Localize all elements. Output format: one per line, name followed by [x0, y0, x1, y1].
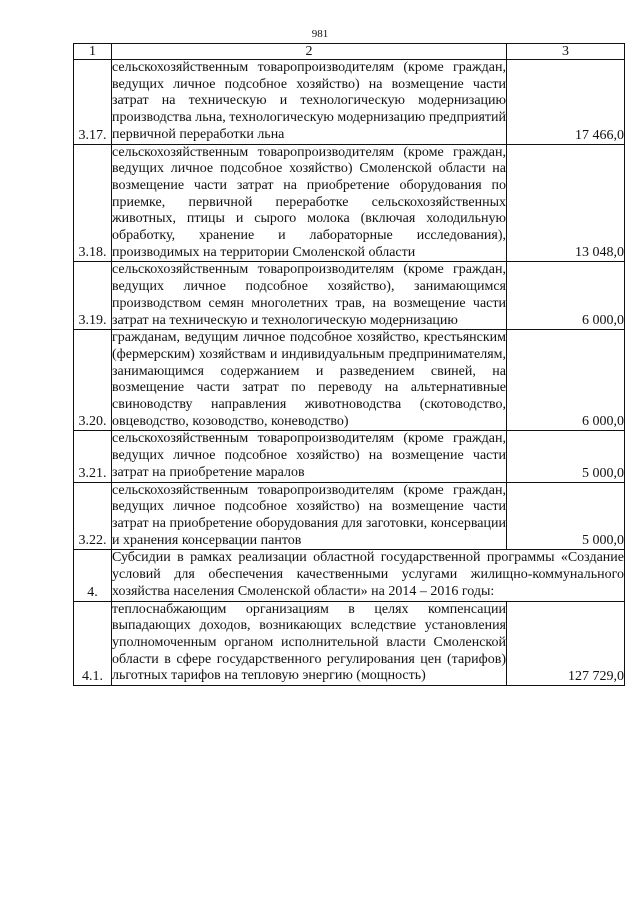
- row-description: сельскохозяйственным товаропроизводителям (кроме граждан, ведущих личное подсобное хозяйство) на возмещение части затрат на приобретение оборудования для заготовки, консервации и хранения консервации пантов: [112, 482, 507, 550]
- row-number: 3.18.: [74, 144, 112, 262]
- row-amount: 5 000,0: [507, 431, 625, 482]
- row-amount: 127 729,0: [507, 601, 625, 686]
- row-number: 4.1.: [74, 601, 112, 686]
- row-amount: 5 000,0: [507, 482, 625, 550]
- row-number: 3.19.: [74, 262, 112, 330]
- table-row: [74, 330, 625, 431]
- row-amount: 17 466,0: [507, 60, 625, 145]
- table-row: [74, 601, 625, 686]
- table-row: [74, 482, 625, 550]
- budget-table: [73, 43, 625, 686]
- row-description: гражданам, ведущим личное подсобное хозяйство, крестьянским (фермерским) хозяйствам и индивидуальным предпринимателям, занимающимся содержанием и разведением свиней, на возмещение части затрат по переводу на альтернативные свиноводству направления животноводства (скотоводство, овцеводство, козоводство, коневодство): [112, 330, 507, 431]
- row-number: 3.22.: [74, 482, 112, 550]
- row-number: 3.20.: [74, 330, 112, 431]
- row-number: 3.21.: [74, 431, 112, 482]
- section-row: [74, 550, 625, 601]
- column-header-2: 2: [112, 44, 507, 60]
- row-amount: 6 000,0: [507, 262, 625, 330]
- row-description: сельскохозяйственным товаропроизводителям (кроме граждан, ведущих личное подсобное хозяйство) на возмещение части затрат на техническую и технологическую модернизацию производства льна, технологическую модернизацию предприятий первичной переработки льна: [112, 60, 507, 145]
- section-title: Субсидии в рамках реализации областной государственной программы «Создание условий для обеспечения качественными услугами жилищно-коммунального хозяйства населения Смоленской области» на 2014 – 2016 годы:: [112, 550, 625, 601]
- row-description: сельскохозяйственным товаропроизводителям (кроме граждан, ведущих личное подсобное хозяйство) Смоленской области на возмещение части затрат на приобретение оборудования по приемке, первичной переработке сельскохозяйственных животных, птицы и сырого молока (включая холодильную обработку, хранение и лабораторные исследования), производимых на территории Смоленской области: [112, 144, 507, 262]
- row-description: теплоснабжающим организациям в целях компенсации выпадающих доходов, возникающих вследствие установления уполномоченным органом исполнительной власти Смоленской области в сфере государственного регулирования цен (тарифов) льготных тарифов на тепловую энергию (мощность): [112, 601, 507, 686]
- section-number: 4.: [74, 550, 112, 601]
- row-description: сельскохозяйственным товаропроизводителям (кроме граждан, ведущих личное подсобное хозяйство) на возмещение части затрат на приобретение маралов: [112, 431, 507, 482]
- table-row: [74, 60, 625, 145]
- header-row: [74, 44, 625, 60]
- page-number: 981: [311, 28, 329, 40]
- row-amount: 13 048,0: [507, 144, 625, 262]
- table-row: [74, 431, 625, 482]
- table-row: [74, 144, 625, 262]
- column-header-1: 1: [74, 44, 112, 60]
- row-number: 3.17.: [74, 60, 112, 145]
- column-header-3: 3: [507, 44, 625, 60]
- table-row: [74, 262, 625, 330]
- row-amount: 6 000,0: [507, 330, 625, 431]
- row-description: сельскохозяйственным товаропроизводителям (кроме граждан, ведущих личное подсобное хозяйство), занимающимся производством семян многолетних трав, на возмещение части затрат на техническую и технологическую модернизацию: [112, 262, 507, 330]
